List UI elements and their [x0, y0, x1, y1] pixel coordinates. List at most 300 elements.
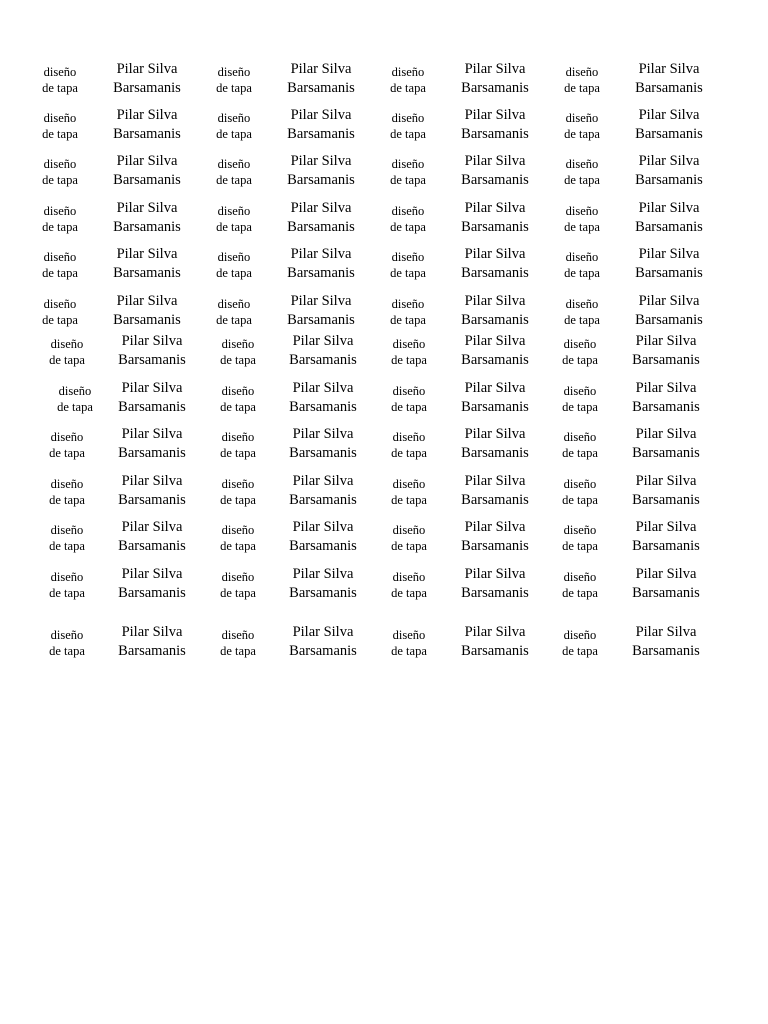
cover-design-label-line-2: de tapa — [562, 446, 598, 460]
designer-name-label-line-1: Pilar Silva — [464, 380, 526, 396]
designer-name-label-line-2: Barsamanis — [287, 311, 355, 328]
cover-design-label-line-1: diseño — [50, 477, 84, 491]
cover-design-label-line-1: diseño — [563, 477, 597, 491]
designer-name-label-line-1: Pilar Silva — [292, 333, 354, 349]
designer-name-label-line-1: Pilar Silva — [635, 473, 697, 489]
designer-name-label-line-1: Pilar Silva — [292, 519, 354, 535]
designer-name-label — [450, 518, 540, 555]
designer-name-label — [450, 245, 540, 282]
cover-design-label — [189, 64, 279, 96]
cover-design-label-line-2: de tapa — [216, 313, 252, 327]
designer-name-label-line-2: Barsamanis — [113, 125, 181, 142]
cover-design-label-line-2: de tapa — [216, 173, 252, 187]
cover-design-label-line-2: de tapa — [390, 127, 426, 141]
designer-name-label-line-1: Pilar Silva — [464, 107, 526, 123]
cover-design-label-line-1: diseño — [392, 570, 426, 584]
cover-design-label-line-1: diseño — [50, 337, 84, 351]
cover-design-label-line-1: diseño — [43, 297, 77, 311]
designer-name-label — [621, 565, 711, 602]
cover-design-label — [15, 64, 105, 96]
designer-name-label-line-2: Barsamanis — [635, 311, 703, 328]
cover-design-label-line-1: diseño — [392, 430, 426, 444]
cover-design-label — [363, 110, 453, 142]
cover-design-label-line-1: diseño — [50, 430, 84, 444]
cover-design-label-line-2: de tapa — [57, 400, 93, 414]
designer-name-label-line-1: Pilar Silva — [638, 61, 700, 77]
cover-design-label-line-2: de tapa — [220, 493, 256, 507]
designer-name-label-line-1: Pilar Silva — [290, 246, 352, 262]
cover-design-label-line-1: diseño — [221, 337, 255, 351]
designer-name-label — [276, 292, 366, 329]
cover-design-label-line-1: diseño — [392, 384, 426, 398]
cover-design-label-line-1: diseño — [221, 523, 255, 537]
designer-name-label — [107, 623, 197, 660]
designer-name-label-line-1: Pilar Silva — [638, 107, 700, 123]
cover-design-label-line-2: de tapa — [562, 493, 598, 507]
cover-design-label-line-2: de tapa — [391, 493, 427, 507]
designer-name-label-line-1: Pilar Silva — [292, 380, 354, 396]
cover-design-label-line-2: de tapa — [390, 81, 426, 95]
cover-design-label — [193, 336, 283, 368]
cover-design-label-line-2: de tapa — [391, 644, 427, 658]
cover-design-label — [189, 156, 279, 188]
cover-design-label — [364, 476, 454, 508]
cover-design-label — [535, 476, 625, 508]
cover-design-label — [537, 156, 627, 188]
cover-design-label-line-2: de tapa — [390, 266, 426, 280]
cover-design-label-line-1: diseño — [392, 523, 426, 537]
cover-design-label-line-2: de tapa — [562, 539, 598, 553]
designer-name-label — [624, 152, 714, 189]
designer-name-label-line-1: Pilar Silva — [116, 61, 178, 77]
designer-name-label — [450, 472, 540, 509]
designer-name-label — [450, 152, 540, 189]
designer-name-label-line-2: Barsamanis — [461, 171, 529, 188]
cover-design-label — [364, 627, 454, 659]
designer-name-label — [102, 152, 192, 189]
cover-design-label-line-2: de tapa — [42, 173, 78, 187]
designer-name-label — [450, 332, 540, 369]
cover-design-label-line-2: de tapa — [564, 266, 600, 280]
designer-name-label-line-2: Barsamanis — [461, 311, 529, 328]
cover-design-label — [363, 249, 453, 281]
designer-name-label-line-1: Pilar Silva — [121, 380, 183, 396]
cover-design-label-line-2: de tapa — [390, 220, 426, 234]
cover-design-label-line-2: de tapa — [42, 313, 78, 327]
cover-design-label — [363, 296, 453, 328]
cover-design-label-line-1: diseño — [217, 65, 251, 79]
cover-design-label-line-1: diseño — [563, 337, 597, 351]
cover-design-label-line-2: de tapa — [49, 586, 85, 600]
cover-design-label — [22, 336, 112, 368]
cover-design-label-line-1: diseño — [565, 111, 599, 125]
cover-design-label-line-1: diseño — [392, 477, 426, 491]
designer-name-label — [276, 60, 366, 97]
designer-name-label-line-1: Pilar Silva — [464, 246, 526, 262]
cover-design-label-line-2: de tapa — [562, 644, 598, 658]
designer-name-label-line-2: Barsamanis — [118, 642, 186, 659]
cover-design-label-line-2: de tapa — [391, 446, 427, 460]
designer-name-label — [107, 332, 197, 369]
cover-design-label-line-2: de tapa — [49, 644, 85, 658]
designer-name-label-line-1: Pilar Silva — [292, 426, 354, 442]
cover-design-label — [189, 203, 279, 235]
cover-design-label-line-2: de tapa — [216, 220, 252, 234]
designer-name-label-line-1: Pilar Silva — [290, 61, 352, 77]
designer-name-label-line-2: Barsamanis — [632, 398, 700, 415]
designer-name-label-line-1: Pilar Silva — [116, 153, 178, 169]
cover-design-label — [535, 522, 625, 554]
cover-design-label-line-2: de tapa — [216, 81, 252, 95]
designer-name-label-line-1: Pilar Silva — [635, 333, 697, 349]
cover-design-label-line-2: de tapa — [216, 127, 252, 141]
cover-design-label — [537, 110, 627, 142]
designer-name-label-line-1: Pilar Silva — [116, 200, 178, 216]
cover-design-label — [22, 569, 112, 601]
cover-design-label — [193, 522, 283, 554]
designer-name-label-line-2: Barsamanis — [289, 584, 357, 601]
designer-name-label — [107, 565, 197, 602]
cover-design-label-line-1: diseño — [391, 157, 425, 171]
cover-design-label-line-1: diseño — [50, 628, 84, 642]
cover-design-label — [537, 64, 627, 96]
cover-design-label — [535, 383, 625, 415]
cover-design-label-line-2: de tapa — [42, 81, 78, 95]
cover-design-label-line-1: diseño — [217, 250, 251, 264]
designer-name-label — [107, 379, 197, 416]
cover-design-label — [364, 336, 454, 368]
designer-name-label — [276, 245, 366, 282]
cover-design-label-line-1: diseño — [217, 157, 251, 171]
cover-design-label-line-2: de tapa — [42, 127, 78, 141]
designer-name-label-line-2: Barsamanis — [287, 171, 355, 188]
cover-design-label-line-2: de tapa — [49, 446, 85, 460]
cover-design-label-line-1: diseño — [391, 65, 425, 79]
designer-name-label-line-2: Barsamanis — [113, 171, 181, 188]
cover-design-label — [189, 296, 279, 328]
designer-name-label-line-2: Barsamanis — [461, 398, 529, 415]
designer-name-label — [102, 245, 192, 282]
cover-design-label-line-2: de tapa — [49, 493, 85, 507]
designer-name-label-line-1: Pilar Silva — [635, 426, 697, 442]
cover-design-label — [193, 569, 283, 601]
designer-name-label-line-2: Barsamanis — [461, 491, 529, 508]
designer-name-label-line-2: Barsamanis — [461, 264, 529, 281]
cover-design-label-line-2: de tapa — [390, 173, 426, 187]
designer-name-label — [621, 332, 711, 369]
cover-design-label — [364, 569, 454, 601]
cover-design-label-line-2: de tapa — [220, 400, 256, 414]
cover-design-label-line-1: diseño — [565, 297, 599, 311]
cover-design-label — [15, 249, 105, 281]
cover-design-label-line-2: de tapa — [220, 539, 256, 553]
designer-name-label-line-2: Barsamanis — [113, 264, 181, 281]
designer-name-label — [278, 518, 368, 555]
designer-name-label — [278, 565, 368, 602]
designer-name-label-line-2: Barsamanis — [461, 444, 529, 461]
designer-name-label-line-1: Pilar Silva — [290, 293, 352, 309]
cover-design-label — [537, 203, 627, 235]
cover-design-label — [193, 429, 283, 461]
designer-name-label-line-1: Pilar Silva — [292, 473, 354, 489]
designer-name-label — [450, 425, 540, 462]
cover-design-label-line-1: diseño — [565, 157, 599, 171]
designer-name-label-line-2: Barsamanis — [118, 444, 186, 461]
cover-design-label-line-2: de tapa — [562, 400, 598, 414]
cover-design-label-line-1: diseño — [43, 65, 77, 79]
cover-design-label — [363, 156, 453, 188]
cover-design-label-line-1: diseño — [217, 204, 251, 218]
designer-name-label-line-2: Barsamanis — [461, 642, 529, 659]
designer-name-label — [102, 106, 192, 143]
designer-name-label — [450, 106, 540, 143]
designer-name-label-line-2: Barsamanis — [632, 351, 700, 368]
cover-design-label-line-1: diseño — [563, 523, 597, 537]
designer-name-label-line-1: Pilar Silva — [464, 624, 526, 640]
designer-name-label-line-2: Barsamanis — [289, 642, 357, 659]
cover-design-label-line-1: diseño — [50, 570, 84, 584]
cover-design-label-line-1: diseño — [391, 297, 425, 311]
designer-name-label — [102, 292, 192, 329]
cover-design-label — [535, 336, 625, 368]
cover-design-label-line-2: de tapa — [391, 400, 427, 414]
designer-name-label-line-2: Barsamanis — [635, 171, 703, 188]
designer-name-label-line-2: Barsamanis — [632, 642, 700, 659]
cover-design-label-line-1: diseño — [565, 204, 599, 218]
cover-design-label-line-2: de tapa — [564, 313, 600, 327]
cover-design-label-line-1: diseño — [217, 297, 251, 311]
cover-design-label — [364, 383, 454, 415]
cover-design-label — [535, 627, 625, 659]
designer-name-label-line-1: Pilar Silva — [121, 426, 183, 442]
cover-design-label-line-1: diseño — [221, 570, 255, 584]
cover-design-label-line-1: diseño — [50, 523, 84, 537]
cover-design-label — [193, 383, 283, 415]
cover-design-label-line-2: de tapa — [562, 353, 598, 367]
designer-name-label-line-1: Pilar Silva — [638, 153, 700, 169]
designer-name-label-line-2: Barsamanis — [287, 264, 355, 281]
designer-name-label — [276, 152, 366, 189]
designer-name-label-line-2: Barsamanis — [118, 537, 186, 554]
cover-design-label-line-1: diseño — [391, 111, 425, 125]
cover-design-label — [537, 296, 627, 328]
cover-design-label-line-1: diseño — [43, 157, 77, 171]
designer-name-label-line-2: Barsamanis — [118, 398, 186, 415]
cover-design-label-line-1: diseño — [392, 337, 426, 351]
cover-design-label-line-1: diseño — [563, 430, 597, 444]
designer-name-label — [624, 292, 714, 329]
designer-name-label — [278, 379, 368, 416]
designer-name-label-line-2: Barsamanis — [461, 537, 529, 554]
designer-name-label — [450, 565, 540, 602]
designer-name-label-line-1: Pilar Silva — [116, 107, 178, 123]
designer-name-label-line-2: Barsamanis — [461, 79, 529, 96]
designer-name-label-line-1: Pilar Silva — [464, 566, 526, 582]
designer-name-label — [621, 623, 711, 660]
designer-name-label-line-1: Pilar Silva — [116, 246, 178, 262]
designer-name-label-line-1: Pilar Silva — [638, 246, 700, 262]
cover-design-label-line-2: de tapa — [216, 266, 252, 280]
designer-name-label — [278, 425, 368, 462]
cover-design-label — [363, 64, 453, 96]
cover-design-label-line-1: diseño — [221, 384, 255, 398]
cover-design-label — [193, 476, 283, 508]
cover-design-label-line-1: diseño — [43, 250, 77, 264]
designer-name-label — [450, 379, 540, 416]
designer-name-label-line-2: Barsamanis — [632, 584, 700, 601]
designer-name-label-line-1: Pilar Silva — [116, 293, 178, 309]
cover-design-label — [22, 429, 112, 461]
cover-design-label — [363, 203, 453, 235]
cover-design-label — [189, 110, 279, 142]
cover-design-label — [193, 627, 283, 659]
designer-name-label — [278, 332, 368, 369]
designer-name-label-line-1: Pilar Silva — [464, 473, 526, 489]
designer-name-label-line-1: Pilar Silva — [635, 380, 697, 396]
designer-name-label — [107, 472, 197, 509]
designer-name-label-line-2: Barsamanis — [289, 537, 357, 554]
designer-name-label-line-2: Barsamanis — [461, 125, 529, 142]
cover-design-label-line-1: diseño — [221, 430, 255, 444]
cover-design-label — [535, 429, 625, 461]
cover-design-label — [22, 522, 112, 554]
designer-name-label-line-1: Pilar Silva — [290, 200, 352, 216]
designer-name-label-line-1: Pilar Silva — [638, 200, 700, 216]
designer-name-label — [624, 106, 714, 143]
designer-name-label-line-1: Pilar Silva — [121, 566, 183, 582]
designer-name-label-line-2: Barsamanis — [635, 264, 703, 281]
cover-design-label-line-2: de tapa — [562, 586, 598, 600]
cover-design-label-line-2: de tapa — [564, 173, 600, 187]
designer-name-label-line-2: Barsamanis — [113, 79, 181, 96]
designer-name-label — [276, 106, 366, 143]
cover-design-label-line-2: de tapa — [42, 220, 78, 234]
designer-name-label — [624, 60, 714, 97]
designer-name-label-line-2: Barsamanis — [461, 351, 529, 368]
designer-name-label-line-2: Barsamanis — [632, 537, 700, 554]
designer-name-label-line-2: Barsamanis — [118, 584, 186, 601]
designer-name-label — [278, 472, 368, 509]
cover-design-label — [537, 249, 627, 281]
cover-design-label-line-1: diseño — [565, 250, 599, 264]
designer-name-label-line-1: Pilar Silva — [290, 107, 352, 123]
designer-name-label-line-1: Pilar Silva — [121, 519, 183, 535]
designer-name-label-line-2: Barsamanis — [287, 125, 355, 142]
designer-name-label-line-2: Barsamanis — [289, 351, 357, 368]
designer-name-label — [107, 518, 197, 555]
designer-name-label-line-2: Barsamanis — [635, 218, 703, 235]
cover-design-label-line-1: diseño — [563, 570, 597, 584]
designer-name-label — [278, 623, 368, 660]
designer-name-label — [621, 425, 711, 462]
designer-name-label — [450, 199, 540, 236]
designer-name-label-line-1: Pilar Silva — [292, 566, 354, 582]
designer-name-label-line-1: Pilar Silva — [121, 473, 183, 489]
cover-design-label-line-1: diseño — [563, 384, 597, 398]
cover-design-label — [364, 429, 454, 461]
cover-design-label-line-2: de tapa — [220, 586, 256, 600]
designer-name-label — [621, 518, 711, 555]
cover-design-label-line-2: de tapa — [220, 644, 256, 658]
designer-name-label — [624, 245, 714, 282]
cover-design-label-line-2: de tapa — [391, 353, 427, 367]
designer-name-label-line-2: Barsamanis — [113, 218, 181, 235]
designer-name-label-line-1: Pilar Silva — [464, 293, 526, 309]
designer-name-label-line-2: Barsamanis — [635, 79, 703, 96]
designer-name-label-line-2: Barsamanis — [287, 79, 355, 96]
designer-name-label-line-1: Pilar Silva — [121, 333, 183, 349]
cover-design-label-line-2: de tapa — [220, 446, 256, 460]
cover-design-label-line-2: de tapa — [220, 353, 256, 367]
cover-design-label — [364, 522, 454, 554]
designer-name-label — [102, 60, 192, 97]
designer-name-label — [624, 199, 714, 236]
designer-name-label — [450, 60, 540, 97]
designer-name-label-line-2: Barsamanis — [461, 218, 529, 235]
designer-name-label-line-2: Barsamanis — [289, 491, 357, 508]
designer-name-label-line-1: Pilar Silva — [464, 426, 526, 442]
designer-name-label-line-1: Pilar Silva — [638, 293, 700, 309]
cover-design-label-line-1: diseño — [43, 204, 77, 218]
designer-name-label-line-1: Pilar Silva — [635, 624, 697, 640]
designer-name-label-line-1: Pilar Silva — [121, 624, 183, 640]
cover-design-label-line-1: diseño — [221, 628, 255, 642]
cover-design-label-line-1: diseño — [217, 111, 251, 125]
designer-name-label-line-1: Pilar Silva — [292, 624, 354, 640]
designer-name-label-line-2: Barsamanis — [289, 398, 357, 415]
designer-name-label-line-2: Barsamanis — [118, 491, 186, 508]
cover-design-label-line-2: de tapa — [42, 266, 78, 280]
designer-name-label — [621, 379, 711, 416]
cover-design-label — [22, 476, 112, 508]
designer-name-label-line-1: Pilar Silva — [464, 333, 526, 349]
cover-design-label-line-1: diseño — [392, 628, 426, 642]
designer-name-label — [102, 199, 192, 236]
cover-design-label — [15, 296, 105, 328]
cover-design-label — [535, 569, 625, 601]
designer-name-label — [107, 425, 197, 462]
designer-name-label-line-1: Pilar Silva — [464, 200, 526, 216]
cover-design-label — [189, 249, 279, 281]
cover-design-label-line-2: de tapa — [49, 539, 85, 553]
designer-name-label-line-1: Pilar Silva — [464, 519, 526, 535]
designer-name-label — [450, 292, 540, 329]
cover-design-label — [15, 203, 105, 235]
cover-design-label — [22, 627, 112, 659]
designer-name-label-line-2: Barsamanis — [632, 444, 700, 461]
cover-design-label-line-2: de tapa — [564, 81, 600, 95]
designer-name-label — [450, 623, 540, 660]
designer-name-label-line-1: Pilar Silva — [635, 566, 697, 582]
cover-design-label-line-1: diseño — [58, 384, 92, 398]
designer-name-label-line-2: Barsamanis — [461, 584, 529, 601]
cover-design-label-line-1: diseño — [43, 111, 77, 125]
cover-design-label-line-1: diseño — [565, 65, 599, 79]
designer-name-label-line-2: Barsamanis — [118, 351, 186, 368]
designer-name-label-line-1: Pilar Silva — [635, 519, 697, 535]
designer-name-label-line-2: Barsamanis — [632, 491, 700, 508]
cover-design-label-line-1: diseño — [391, 204, 425, 218]
cover-design-label-line-2: de tapa — [564, 220, 600, 234]
cover-design-label-line-2: de tapa — [564, 127, 600, 141]
cover-design-label-line-2: de tapa — [390, 313, 426, 327]
designer-name-label-line-2: Barsamanis — [289, 444, 357, 461]
cover-design-label-line-2: de tapa — [49, 353, 85, 367]
cover-design-label — [15, 110, 105, 142]
cover-design-label-line-1: diseño — [391, 250, 425, 264]
designer-name-label — [621, 472, 711, 509]
designer-name-label-line-1: Pilar Silva — [464, 153, 526, 169]
